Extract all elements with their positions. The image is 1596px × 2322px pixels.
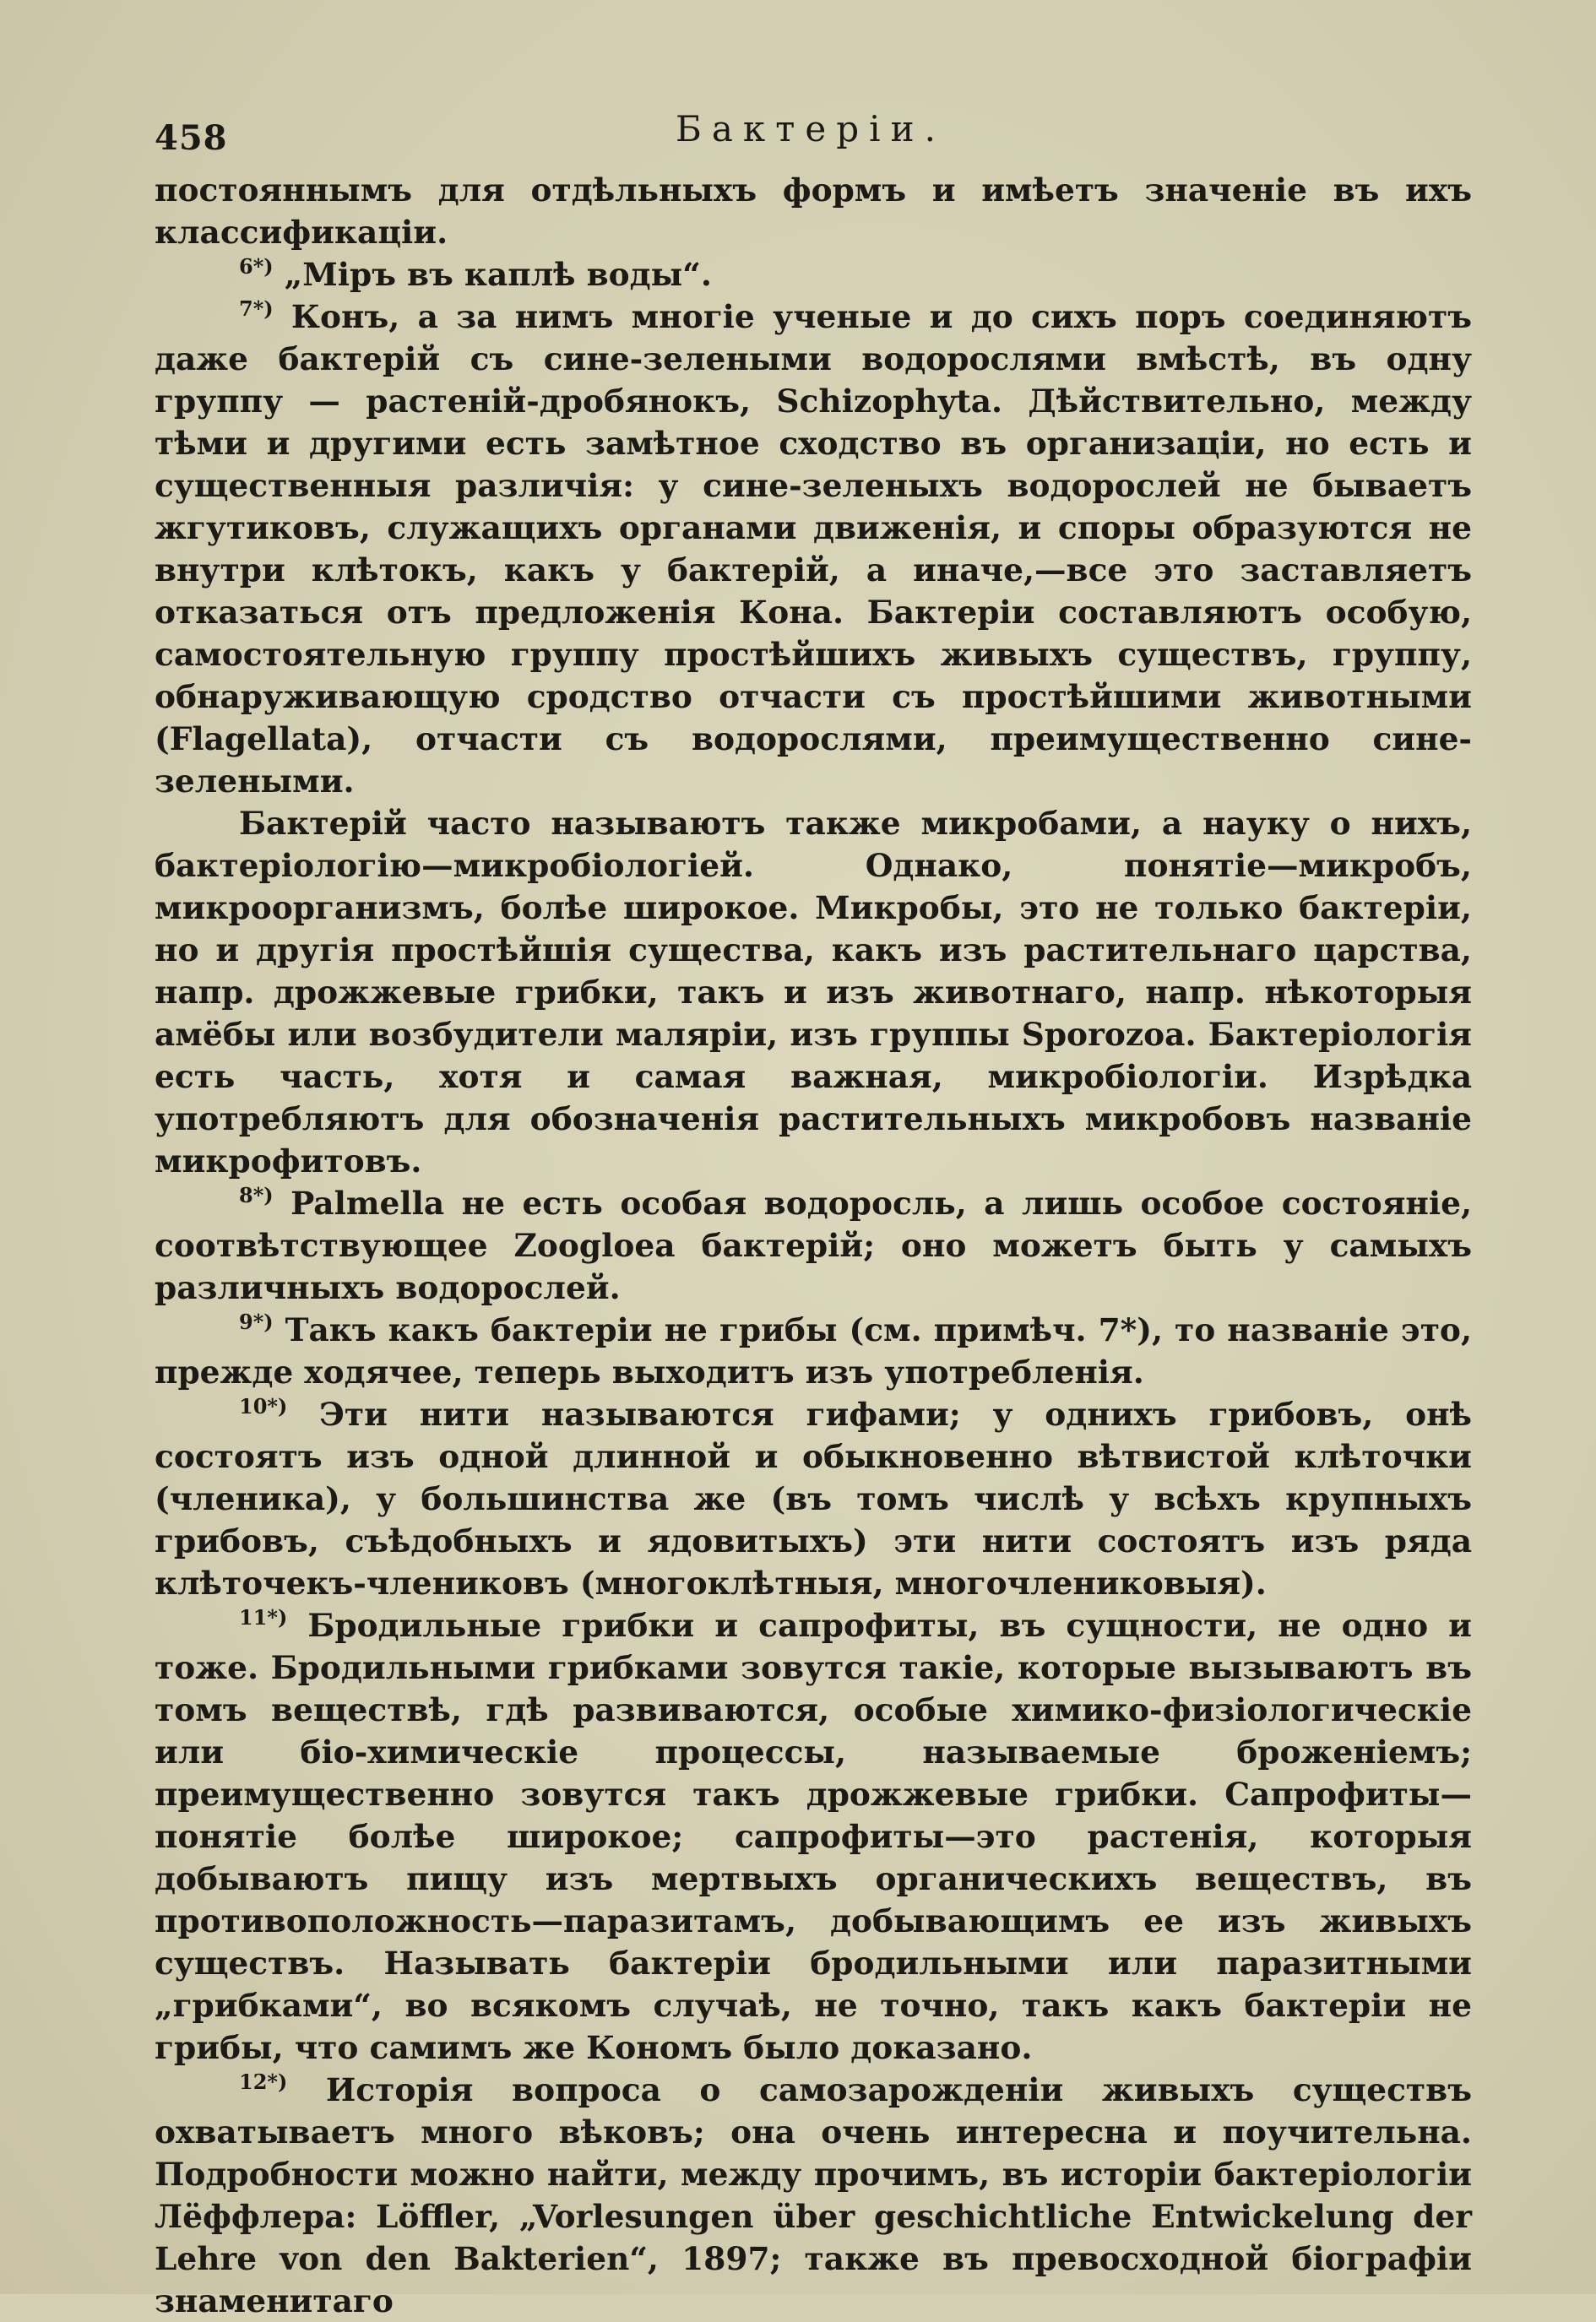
footnote-marker: 11*)	[239, 1605, 288, 1630]
paragraph-text: постояннымъ для отдѣльныхъ формъ и имѣетъ значенiе въ ихъ классификацiи.	[155, 171, 1472, 251]
footnote-marker: 8*)	[239, 1183, 274, 1207]
paragraph-text: Бактерiй часто называютъ также микробами, а науку о нихъ, бактерiологiю—микробiологiей. Однако, понятiе—микробъ, микроорганизмъ, болѣе широкое. Микробы, это не только бактерiи, но и другiя простѣйшiя существа, какъ изъ растительнаго царства, напр. дрожжевые грибки, такъ и изъ животнаго, напр. нѣкоторыя амёбы или возбудители малярiи, изъ группы Sporozoa. Бактерiологiя есть часть, хотя и самая важная, микробiологiи. Изрѣдка употребляютъ для обозначенiя растительныхъ микробовъ названiе микрофитовъ.	[155, 805, 1472, 1180]
footnote-text: Эти нити называются гифами; у однихъ грибовъ, онѣ состоятъ изъ одной длинной и обыкновенно вѣтвистой клѣточки (членика), у большинства же (въ томъ числѣ у всѣхъ крупныхъ грибовъ, съѣдобныхъ и ядовитыхъ) эти нити состоятъ изъ ряда клѣточекъ-члениковъ (многоклѣтныя, многочлениковыя).	[155, 1396, 1472, 1602]
footnote-marker: 6*)	[239, 254, 274, 279]
footnotes-body	[155, 169, 1472, 2322]
footnote-10	[155, 1393, 1472, 1604]
footnote-12	[155, 2069, 1472, 2322]
footnote-text: Бродильные грибки и сапрофиты, въ сущности, не одно и тоже. Бродильными грибками зовутся такiе, которые вызываютъ въ томъ веществѣ, гдѣ развиваются, особые химико-физiологическiе или бiо-химическiе процессы, называемые броженiемъ; преимущественно зовутся такъ дрожжевые грибки. Сапрофиты—понятiе болѣе широкое; сапрофиты—это растенiя, которыя добываютъ пищу изъ мертвыхъ органическихъ веществъ, въ противоположность—паразитамъ, добывающимъ ее изъ живыхъ существъ. Называть бактерiи бродильными или паразитными „грибками“, во всякомъ случаѣ, не точно, такъ какъ бактерiи не грибы, что самимъ же Кономъ было доказано.	[155, 1607, 1472, 2066]
footnote-7	[155, 296, 1472, 802]
footnote-8	[155, 1182, 1472, 1309]
footnote-marker: 7*)	[239, 296, 274, 321]
paragraph-continuation	[155, 169, 1472, 253]
paragraph-microbes	[155, 802, 1472, 1182]
footnote-text: „Мiръ въ каплѣ воды“.	[284, 256, 712, 293]
footnote-text: Исторiя вопроса о самозарожденiи живыхъ существъ охватываетъ много вѣковъ; она очень интересна и поучительна. Подробности можно найти, между прочимъ, въ исторiи бактерiологiи Лёффлера: Löffler, „Vorlesungen über geschichtliche Entwickelung der Lehre von den Bakterien“, 1897; также въ превосходной бiографiи знаменитаго	[155, 2071, 1472, 2319]
footnote-marker: 10*)	[239, 1394, 288, 1419]
footnote-text: Конъ, а за нимъ многiе ученые и до сихъ поръ соединяютъ даже бактерiй съ сине-зелеными водорослями вмѣстѣ, въ одну группу — растенiй-дробянокъ, Schizophyta. Дѣйствительно, между тѣми и другими есть замѣтное сходство въ организацiи, но есть и существенныя различiя: у сине-зеленыхъ водорослей не бываетъ жгутиковъ, служащихъ органами движенiя, и споры образуются не внутри клѣтокъ, какъ у бактерiй, а иначе,—все это заставляетъ отказаться отъ предложенiя Кона. Бактерiи составляютъ особую, самостоятельную группу простѣйшихъ живыхъ существъ, группу, обнаруживающую сродство отчасти съ простѣйшими животными (Flagellata), отчасти съ водорослями, преимущественно сине-зелеными.	[155, 298, 1472, 800]
footnote-6	[155, 253, 1472, 296]
footnote-9	[155, 1309, 1472, 1393]
page-number: 458	[155, 118, 228, 158]
footnote-marker: 9*)	[239, 1310, 274, 1334]
running-head: Бактерiи.	[676, 108, 946, 149]
footnote-11	[155, 1604, 1472, 2069]
footnote-text: Такъ какъ бактерiи не грибы (см. примѣч. 7*), то названiе это, прежде ходячее, теперь выходитъ изъ употребленiя.	[155, 1311, 1472, 1391]
footnote-text: Palmella не есть особая водоросль, а лишь особое состоянiе, соотвѣтствующее Zoogloea бактерiй; оно можетъ быть у самыхъ различныхъ водорослей.	[155, 1185, 1473, 1306]
footnote-marker: 12*)	[239, 2070, 288, 2094]
